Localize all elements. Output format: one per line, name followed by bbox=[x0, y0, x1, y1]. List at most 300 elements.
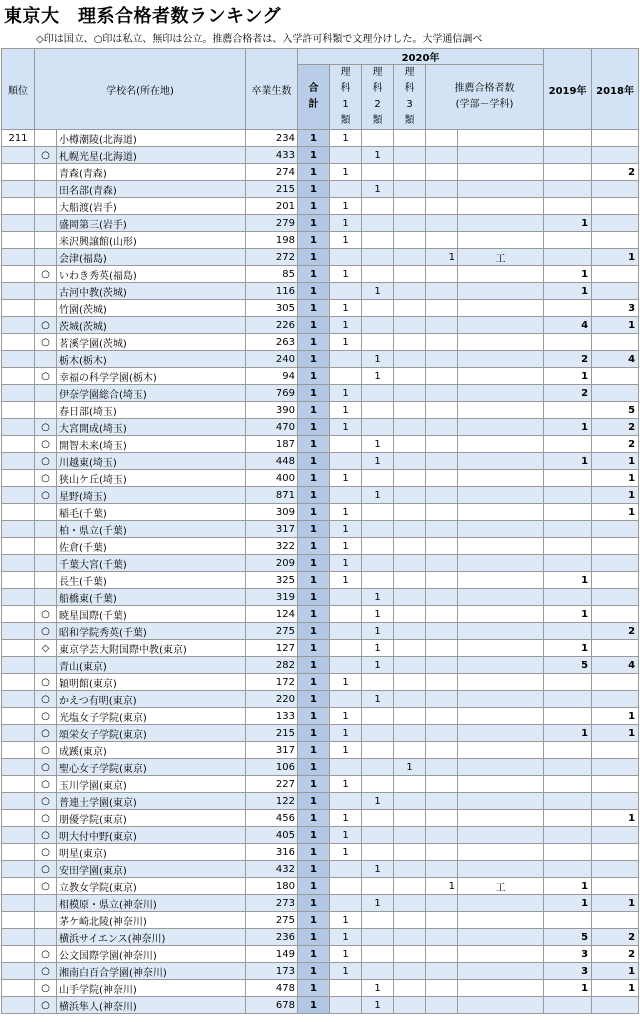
type-mark: ○ bbox=[35, 708, 57, 725]
type-mark bbox=[35, 198, 57, 215]
recommend-count bbox=[426, 215, 458, 232]
table-row bbox=[2, 351, 639, 368]
rika-3-count bbox=[394, 198, 426, 215]
school-name: 聖心女子学院(東京) bbox=[57, 759, 246, 776]
count-2018: 1 bbox=[592, 895, 639, 912]
rank-cell bbox=[2, 249, 35, 266]
count-2019: 1 bbox=[544, 215, 592, 232]
table-row bbox=[2, 810, 639, 827]
rika-3-count bbox=[394, 521, 426, 538]
recommend-faculty bbox=[458, 623, 544, 640]
type-mark bbox=[35, 215, 57, 232]
recommend-count bbox=[426, 640, 458, 657]
graduates-count: 282 bbox=[246, 657, 298, 674]
count-2018 bbox=[592, 793, 639, 810]
rika-2-count: 1 bbox=[362, 453, 394, 470]
rank-cell bbox=[2, 419, 35, 436]
recommend-count bbox=[426, 487, 458, 504]
recommend-faculty bbox=[458, 368, 544, 385]
legend-note: ◇印は国立、○印は私立、無印は公立。推薦合格者は、入学許可科類で文理分けした。大学通信調べ bbox=[36, 34, 483, 45]
school-name: 船橋東(千葉) bbox=[57, 589, 246, 606]
rika-2-count bbox=[362, 708, 394, 725]
rank-cell bbox=[2, 283, 35, 300]
table-row bbox=[2, 793, 639, 810]
count-2018: 1 bbox=[592, 980, 639, 997]
rank-cell bbox=[2, 912, 35, 929]
type-mark bbox=[35, 351, 57, 368]
count-2019 bbox=[544, 249, 592, 266]
type-mark: ○ bbox=[35, 946, 57, 963]
recommend-faculty bbox=[458, 725, 544, 742]
school-name: 米沢興譲館(山形) bbox=[57, 232, 246, 249]
count-2018: 2 bbox=[592, 164, 639, 181]
rika-1-count: 1 bbox=[330, 827, 362, 844]
rank-cell bbox=[2, 691, 35, 708]
rank-cell bbox=[2, 198, 35, 215]
recommend-faculty bbox=[458, 861, 544, 878]
table-row bbox=[2, 453, 639, 470]
recommend-faculty bbox=[458, 640, 544, 657]
recommend-faculty bbox=[458, 980, 544, 997]
table-row bbox=[2, 997, 639, 1014]
recommend-faculty bbox=[458, 402, 544, 419]
count-2019 bbox=[544, 470, 592, 487]
rika-3-count bbox=[394, 283, 426, 300]
total-count: 1 bbox=[298, 164, 330, 181]
total-count: 1 bbox=[298, 963, 330, 980]
count-2018 bbox=[592, 742, 639, 759]
table-row bbox=[2, 147, 639, 164]
table-row bbox=[2, 691, 639, 708]
count-2018: 5 bbox=[592, 402, 639, 419]
rika-3-count bbox=[394, 827, 426, 844]
total-count: 1 bbox=[298, 742, 330, 759]
type-mark bbox=[35, 504, 57, 521]
recommend-faculty bbox=[458, 521, 544, 538]
rika-2-count: 1 bbox=[362, 793, 394, 810]
rank-cell bbox=[2, 181, 35, 198]
count-2018 bbox=[592, 266, 639, 283]
total-count: 1 bbox=[298, 249, 330, 266]
rika-3-count bbox=[394, 419, 426, 436]
total-count: 1 bbox=[298, 402, 330, 419]
graduates-count: 390 bbox=[246, 402, 298, 419]
count-2019 bbox=[544, 402, 592, 419]
recommend-faculty bbox=[458, 691, 544, 708]
school-name: 川越東(埼玉) bbox=[57, 453, 246, 470]
rika-2-count bbox=[362, 402, 394, 419]
table-row bbox=[2, 300, 639, 317]
type-mark bbox=[35, 912, 57, 929]
table-row bbox=[2, 266, 639, 283]
rank-cell bbox=[2, 164, 35, 181]
recommend-faculty bbox=[458, 164, 544, 181]
rika-2-count bbox=[362, 810, 394, 827]
rika-3-count bbox=[394, 623, 426, 640]
rika-3-count bbox=[394, 555, 426, 572]
type-mark: ○ bbox=[35, 793, 57, 810]
school-name: 佐倉(千葉) bbox=[57, 538, 246, 555]
rika-3-count bbox=[394, 470, 426, 487]
type-mark bbox=[35, 555, 57, 572]
recommend-faculty bbox=[458, 385, 544, 402]
recommend-faculty bbox=[458, 946, 544, 963]
rika-2-count bbox=[362, 504, 394, 521]
count-2018: 2 bbox=[592, 929, 639, 946]
total-count: 1 bbox=[298, 470, 330, 487]
rika-2-count: 1 bbox=[362, 589, 394, 606]
rika-1-count: 1 bbox=[330, 470, 362, 487]
table-row bbox=[2, 215, 639, 232]
count-2019 bbox=[544, 776, 592, 793]
total-count: 1 bbox=[298, 674, 330, 691]
count-2018 bbox=[592, 130, 639, 147]
rank-cell bbox=[2, 436, 35, 453]
rika-3-count bbox=[394, 181, 426, 198]
recommend-count bbox=[426, 980, 458, 997]
count-2019 bbox=[544, 997, 592, 1014]
total-count: 1 bbox=[298, 980, 330, 997]
recommend-count bbox=[426, 470, 458, 487]
total-count: 1 bbox=[298, 657, 330, 674]
school-name: 伊奈学園総合(埼玉) bbox=[57, 385, 246, 402]
rika-2-count bbox=[362, 844, 394, 861]
rika-3-count bbox=[394, 997, 426, 1014]
rika-2-count bbox=[362, 742, 394, 759]
count-2019: 1 bbox=[544, 266, 592, 283]
graduates-count: 478 bbox=[246, 980, 298, 997]
rank-cell bbox=[2, 725, 35, 742]
rika-1-count: 1 bbox=[330, 555, 362, 572]
graduates-count: 172 bbox=[246, 674, 298, 691]
school-name: 竹園(茨城) bbox=[57, 300, 246, 317]
count-2019: 4 bbox=[544, 317, 592, 334]
header-rika-2: 理科2類 bbox=[362, 65, 394, 130]
type-mark: ○ bbox=[35, 453, 57, 470]
recommend-count bbox=[426, 521, 458, 538]
table-row bbox=[2, 759, 639, 776]
recommend-count bbox=[426, 130, 458, 147]
rank-cell bbox=[2, 640, 35, 657]
school-name: 立教女学院(東京) bbox=[57, 878, 246, 895]
type-mark bbox=[35, 164, 57, 181]
count-2019 bbox=[544, 436, 592, 453]
count-2019 bbox=[544, 538, 592, 555]
header-recommend-sub: (学部－学科) bbox=[455, 99, 514, 110]
rika-1-count bbox=[330, 861, 362, 878]
table-row bbox=[2, 589, 639, 606]
rank-cell bbox=[2, 538, 35, 555]
rank-cell bbox=[2, 674, 35, 691]
count-2019: 1 bbox=[544, 368, 592, 385]
graduates-count: 201 bbox=[246, 198, 298, 215]
rank-cell bbox=[2, 470, 35, 487]
rika-2-count bbox=[362, 198, 394, 215]
total-count: 1 bbox=[298, 691, 330, 708]
school-name: 稲毛(千葉) bbox=[57, 504, 246, 521]
total-count: 1 bbox=[298, 130, 330, 147]
recommend-count bbox=[426, 929, 458, 946]
header-recommend bbox=[426, 65, 544, 130]
rika-3-count bbox=[394, 368, 426, 385]
total-count: 1 bbox=[298, 385, 330, 402]
type-mark: ○ bbox=[35, 980, 57, 997]
graduates-count: 133 bbox=[246, 708, 298, 725]
recommend-count bbox=[426, 538, 458, 555]
rika-2-count bbox=[362, 334, 394, 351]
count-2019 bbox=[544, 164, 592, 181]
table-row bbox=[2, 164, 639, 181]
total-count: 1 bbox=[298, 436, 330, 453]
rika-3-count bbox=[394, 640, 426, 657]
table-row bbox=[2, 895, 639, 912]
table-row bbox=[2, 436, 639, 453]
rika-1-count bbox=[330, 249, 362, 266]
total-count: 1 bbox=[298, 300, 330, 317]
rika-2-count: 1 bbox=[362, 181, 394, 198]
school-name: 成蹊(東京) bbox=[57, 742, 246, 759]
recommend-count bbox=[426, 827, 458, 844]
rank-cell bbox=[2, 776, 35, 793]
rika-3-count bbox=[394, 266, 426, 283]
total-count: 1 bbox=[298, 266, 330, 283]
rika-1-count: 1 bbox=[330, 572, 362, 589]
recommend-count bbox=[426, 742, 458, 759]
rika-1-count: 1 bbox=[330, 266, 362, 283]
total-count: 1 bbox=[298, 827, 330, 844]
rika-2-count bbox=[362, 538, 394, 555]
graduates-count: 85 bbox=[246, 266, 298, 283]
rika-3-count bbox=[394, 164, 426, 181]
rank-cell bbox=[2, 759, 35, 776]
school-name: 横浜サイエンス(神奈川) bbox=[57, 929, 246, 946]
count-2019 bbox=[544, 521, 592, 538]
rika-2-count bbox=[362, 300, 394, 317]
table-row bbox=[2, 470, 639, 487]
table-row bbox=[2, 657, 639, 674]
recommend-count bbox=[426, 844, 458, 861]
graduates-count: 198 bbox=[246, 232, 298, 249]
rika-1-count bbox=[330, 453, 362, 470]
rika-1-count bbox=[330, 181, 362, 198]
total-count: 1 bbox=[298, 997, 330, 1014]
rika-1-count: 1 bbox=[330, 402, 362, 419]
count-2019 bbox=[544, 844, 592, 861]
rika-1-count bbox=[330, 589, 362, 606]
type-mark: ○ bbox=[35, 810, 57, 827]
school-name: 会津(福島) bbox=[57, 249, 246, 266]
school-name: 小樽潮陵(北海道) bbox=[57, 130, 246, 147]
recommend-faculty bbox=[458, 283, 544, 300]
rika-2-count: 1 bbox=[362, 691, 394, 708]
table-row bbox=[2, 929, 639, 946]
total-count: 1 bbox=[298, 878, 330, 895]
recommend-faculty bbox=[458, 300, 544, 317]
graduates-count: 405 bbox=[246, 827, 298, 844]
rika-1-count: 1 bbox=[330, 419, 362, 436]
recommend-faculty bbox=[458, 317, 544, 334]
graduates-count: 220 bbox=[246, 691, 298, 708]
total-count: 1 bbox=[298, 623, 330, 640]
count-2019 bbox=[544, 793, 592, 810]
type-mark bbox=[35, 130, 57, 147]
table-row bbox=[2, 504, 639, 521]
total-count: 1 bbox=[298, 334, 330, 351]
recommend-count bbox=[426, 317, 458, 334]
recommend-faculty bbox=[458, 759, 544, 776]
school-name: 春日部(埼玉) bbox=[57, 402, 246, 419]
rika-3-count bbox=[394, 912, 426, 929]
recommend-faculty bbox=[458, 929, 544, 946]
recommend-count bbox=[426, 198, 458, 215]
rika-1-count bbox=[330, 368, 362, 385]
type-mark bbox=[35, 249, 57, 266]
count-2019 bbox=[544, 810, 592, 827]
table-row bbox=[2, 385, 639, 402]
total-count: 1 bbox=[298, 555, 330, 572]
rank-cell bbox=[2, 878, 35, 895]
recommend-count: 1 bbox=[426, 878, 458, 895]
recommend-count bbox=[426, 555, 458, 572]
total-count: 1 bbox=[298, 912, 330, 929]
rika-1-count bbox=[330, 759, 362, 776]
rank-cell bbox=[2, 589, 35, 606]
count-2018: 1 bbox=[592, 963, 639, 980]
count-2019 bbox=[544, 861, 592, 878]
count-2019: 3 bbox=[544, 946, 592, 963]
graduates-count: 226 bbox=[246, 317, 298, 334]
total-count: 1 bbox=[298, 810, 330, 827]
rika-2-count: 1 bbox=[362, 487, 394, 504]
type-mark bbox=[35, 895, 57, 912]
rika-2-count: 1 bbox=[362, 640, 394, 657]
rank-cell bbox=[2, 980, 35, 997]
rank-cell bbox=[2, 997, 35, 1014]
rank-cell bbox=[2, 572, 35, 589]
rank-cell bbox=[2, 623, 35, 640]
rika-3-count bbox=[394, 504, 426, 521]
count-2018 bbox=[592, 997, 639, 1014]
type-mark: ○ bbox=[35, 470, 57, 487]
rika-3-count bbox=[394, 810, 426, 827]
graduates-count: 180 bbox=[246, 878, 298, 895]
school-name: 狭山ケ丘(埼玉) bbox=[57, 470, 246, 487]
count-2018 bbox=[592, 572, 639, 589]
count-2019 bbox=[544, 708, 592, 725]
school-name: 東京学芸大附国際中教(東京) bbox=[57, 640, 246, 657]
type-mark: ○ bbox=[35, 606, 57, 623]
type-mark: ○ bbox=[35, 691, 57, 708]
rika-3-count bbox=[394, 946, 426, 963]
table-row bbox=[2, 538, 639, 555]
count-2019 bbox=[544, 827, 592, 844]
rika-3-count bbox=[394, 980, 426, 997]
type-mark: ○ bbox=[35, 419, 57, 436]
graduates-count: 272 bbox=[246, 249, 298, 266]
count-2019 bbox=[544, 487, 592, 504]
rika-2-count bbox=[362, 827, 394, 844]
recommend-count bbox=[426, 334, 458, 351]
count-2018 bbox=[592, 861, 639, 878]
rika-1-count: 1 bbox=[330, 776, 362, 793]
header-rika-3: 理科3類 bbox=[394, 65, 426, 130]
rika-2-count bbox=[362, 963, 394, 980]
graduates-count: 215 bbox=[246, 725, 298, 742]
rika-3-count bbox=[394, 878, 426, 895]
total-count: 1 bbox=[298, 232, 330, 249]
rank-cell bbox=[2, 946, 35, 963]
type-mark bbox=[35, 929, 57, 946]
graduates-count: 116 bbox=[246, 283, 298, 300]
count-2019 bbox=[544, 589, 592, 606]
recommend-count bbox=[426, 147, 458, 164]
recommend-faculty bbox=[458, 351, 544, 368]
graduates-count: 227 bbox=[246, 776, 298, 793]
graduates-count: 316 bbox=[246, 844, 298, 861]
count-2018: 1 bbox=[592, 810, 639, 827]
recommend-count bbox=[426, 300, 458, 317]
type-mark: ○ bbox=[35, 776, 57, 793]
recommend-faculty bbox=[458, 895, 544, 912]
rank-cell: 211 bbox=[2, 130, 35, 147]
table-row bbox=[2, 368, 639, 385]
rika-3-count bbox=[394, 844, 426, 861]
rika-2-count bbox=[362, 555, 394, 572]
graduates-count: 448 bbox=[246, 453, 298, 470]
table-body bbox=[2, 130, 639, 1014]
graduates-count: 456 bbox=[246, 810, 298, 827]
type-mark bbox=[35, 657, 57, 674]
count-2018 bbox=[592, 385, 639, 402]
count-2019 bbox=[544, 691, 592, 708]
rika-2-count: 1 bbox=[362, 895, 394, 912]
type-mark: ○ bbox=[35, 963, 57, 980]
rank-cell bbox=[2, 504, 35, 521]
type-mark: ○ bbox=[35, 725, 57, 742]
graduates-count: 234 bbox=[246, 130, 298, 147]
table-row bbox=[2, 130, 639, 147]
total-count: 1 bbox=[298, 147, 330, 164]
count-2019 bbox=[544, 130, 592, 147]
type-mark: ○ bbox=[35, 844, 57, 861]
count-2018 bbox=[592, 844, 639, 861]
count-2018: 2 bbox=[592, 436, 639, 453]
type-mark: ○ bbox=[35, 759, 57, 776]
rank-cell bbox=[2, 300, 35, 317]
count-2019 bbox=[544, 181, 592, 198]
rank-cell bbox=[2, 657, 35, 674]
recommend-count bbox=[426, 963, 458, 980]
school-name: 長生(千葉) bbox=[57, 572, 246, 589]
type-mark bbox=[35, 521, 57, 538]
table-row bbox=[2, 317, 639, 334]
count-2019: 1 bbox=[544, 283, 592, 300]
rika-2-count: 1 bbox=[362, 368, 394, 385]
count-2018: 1 bbox=[592, 249, 639, 266]
header-graduates: 卒業生数 bbox=[246, 49, 298, 130]
table-row bbox=[2, 844, 639, 861]
total-count: 1 bbox=[298, 317, 330, 334]
rika-2-count bbox=[362, 164, 394, 181]
school-name: 星野(埼玉) bbox=[57, 487, 246, 504]
rika-2-count bbox=[362, 725, 394, 742]
recommend-faculty bbox=[458, 198, 544, 215]
recommend-count bbox=[426, 895, 458, 912]
total-count: 1 bbox=[298, 708, 330, 725]
school-name: 青山(東京) bbox=[57, 657, 246, 674]
type-mark: ◇ bbox=[35, 640, 57, 657]
rika-1-count: 1 bbox=[330, 232, 362, 249]
